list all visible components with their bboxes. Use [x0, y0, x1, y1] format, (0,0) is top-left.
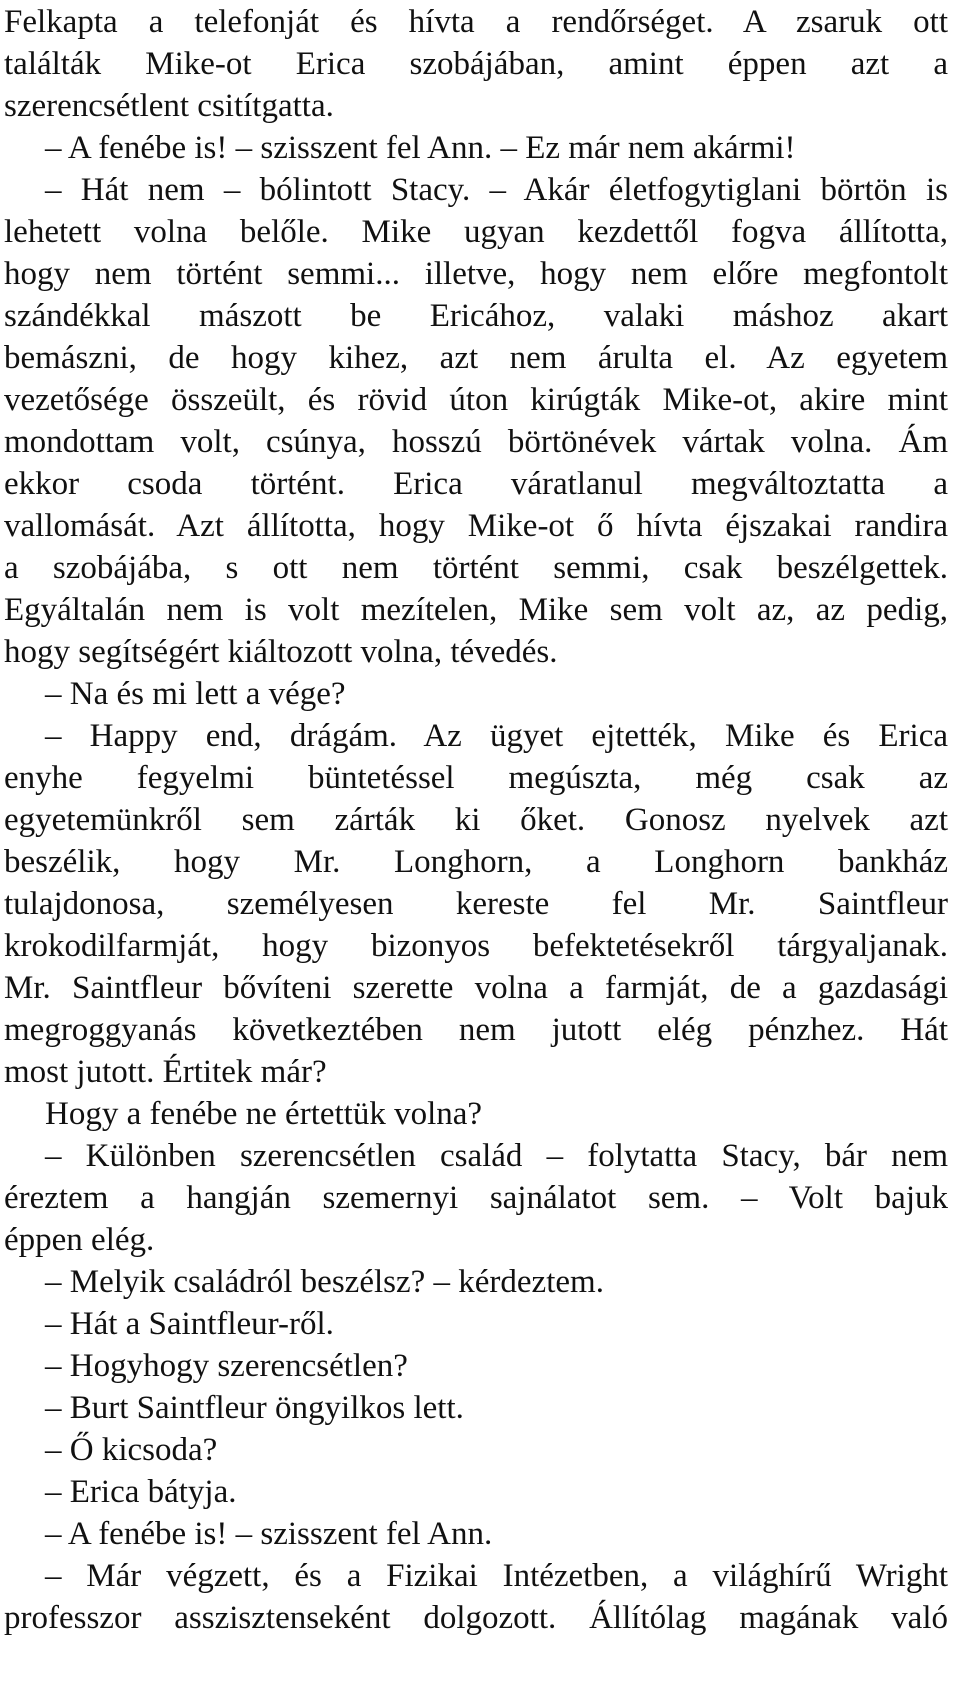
text-line: Mr. Saintfleur bővíteni szerette volna a farmját, de a gazdasági [4, 970, 948, 1006]
text-line: – A fenébe is! – szisszent fel Ann. [45, 1516, 493, 1552]
text-line: enyhe fegyelmi büntetéssel megúszta, még csak az [4, 760, 948, 796]
text-line: – A fenébe is! – szisszent fel Ann. – Ez már nem akármi! [45, 130, 796, 166]
text-line: hogy nem történt semmi... illetve, hogy nem előre megfontolt [4, 256, 948, 292]
text-line: – Már végzett, és a Fizikai Intézetben, a világhírű Wright [45, 1558, 948, 1594]
text-line: ekkor csoda történt. Erica váratlanul megváltoztatta a [4, 466, 948, 502]
text-line: – Happy end, drágám. Az ügyet ejtették, Mike és Erica [45, 718, 948, 754]
text-line: – Hát a Saintfleur-ről. [45, 1306, 334, 1342]
text-line: Hogy a fenébe ne értettük volna? [45, 1096, 483, 1132]
text-line: éppen elég. [4, 1222, 155, 1258]
text-line: bemászni, de hogy kihez, azt nem árulta el. Az egyetem [4, 340, 948, 376]
text-line: professzor asszisztenseként dolgozott. Állítólag magának való [4, 1600, 948, 1636]
text-line: éreztem a hangján szemernyi sajnálatot sem. – Volt bajuk [4, 1180, 948, 1216]
text-line: szerencsétlent csitítgatta. [4, 88, 334, 124]
text-line: – Burt Saintfleur öngyilkos lett. [45, 1390, 464, 1426]
text-line: mondottam volt, csúnya, hosszú börtönévek vártak volna. Ám [4, 424, 948, 460]
text-line: – Ő kicsoda? [45, 1432, 218, 1468]
text-line: – Erica bátyja. [45, 1474, 237, 1510]
text-line: beszélik, hogy Mr. Longhorn, a Longhorn bankház [4, 844, 948, 880]
text-line: – Na és mi lett a vége? [45, 676, 346, 712]
text-line: most jutott. Értitek már? [4, 1054, 327, 1090]
text-line: vallomását. Azt állította, hogy Mike-ot ő hívta éjszakai randira [4, 508, 948, 544]
text-line: egyetemünkről sem zárták ki őket. Gonosz nyelvek azt [4, 802, 948, 838]
text-line: lehetett volna belőle. Mike ugyan kezdettől fogva állította, [4, 214, 948, 250]
text-line: tulajdonosa, személyesen kereste fel Mr. Saintfleur [4, 886, 948, 922]
text-line: a szobájába, s ott nem történt semmi, csak beszélgettek. [4, 550, 948, 586]
text-line: vezetősége összeült, és rövid úton kirúgták Mike-ot, akire mint [4, 382, 948, 418]
text-line: szándékkal mászott be Ericához, valaki máshoz akart [4, 298, 948, 334]
text-line: találták Mike-ot Erica szobájában, amint éppen azt a [4, 46, 948, 82]
text-line: hogy segítségért kiáltozott volna, tévedés. [4, 634, 558, 670]
text-line: Felkapta a telefonját és hívta a rendőrséget. A zsaruk ott [4, 4, 948, 40]
text-line: – Hát nem – bólintott Stacy. – Akár életfogytiglani börtön is [45, 172, 948, 208]
text-line: Egyáltalán nem is volt mezítelen, Mike sem volt az, az pedig, [4, 592, 948, 628]
text-line: krokodilfarmját, hogy bizonyos befektetésekről tárgyaljanak. [4, 928, 948, 964]
text-line: megroggyanás következtében nem jutott elég pénzhez. Hát [4, 1012, 948, 1048]
text-line: – Különben szerencsétlen család – folytatta Stacy, bár nem [45, 1138, 948, 1174]
text-line: – Melyik családról beszélsz? – kérdeztem. [45, 1264, 604, 1300]
text-line: – Hogyhogy szerencsétlen? [45, 1348, 408, 1384]
